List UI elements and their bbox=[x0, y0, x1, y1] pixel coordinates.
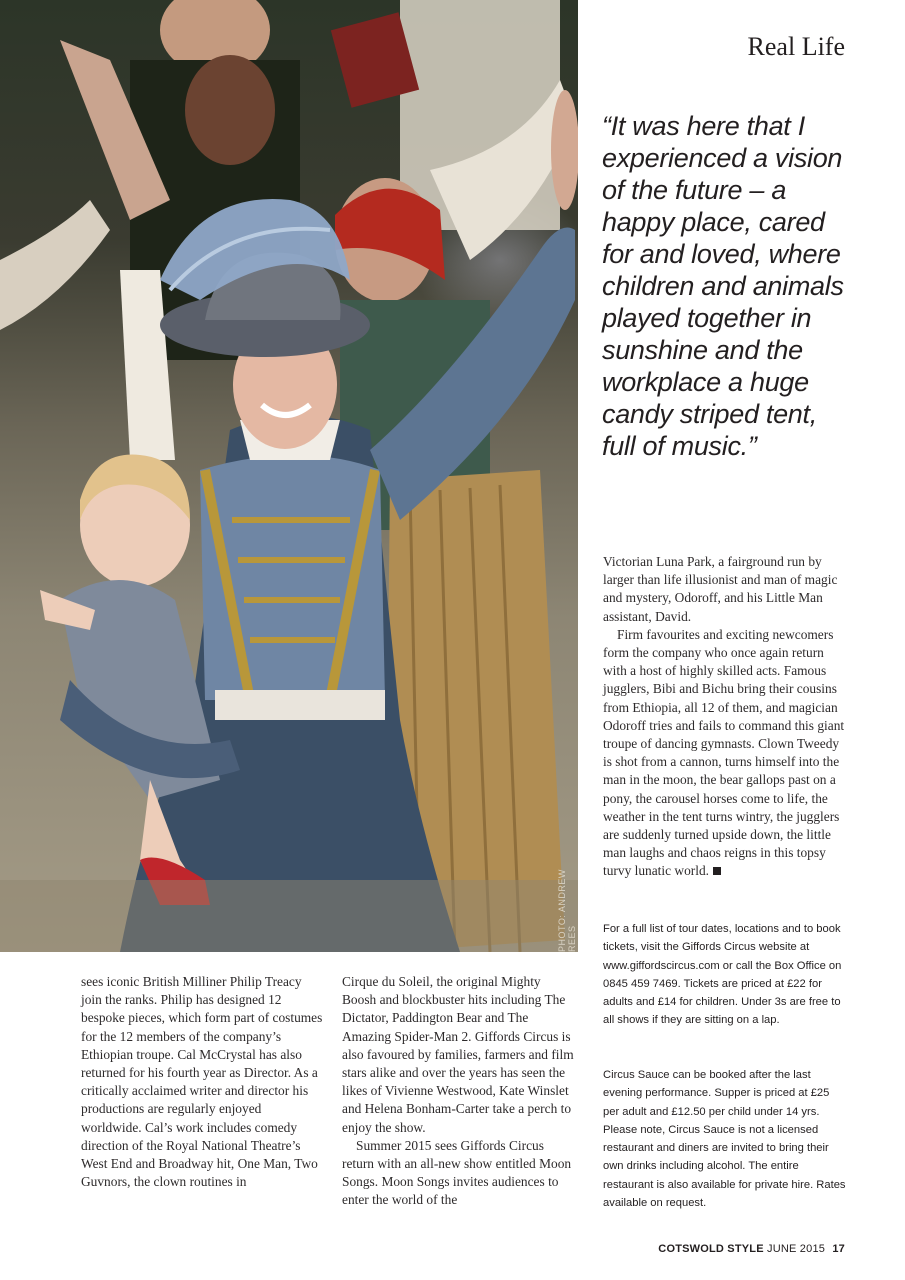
ticket-info: For a full list of tour dates, locations and to book tickets, visit the Giffords Circus website at www.giffordscircus.com or call the Box Office on 0845 459 7469. Tickets are priced at £22 for adults and £14 for children. Under 3s are free to all shows if they are sitting on a lap. bbox=[603, 923, 842, 1027]
right-column bbox=[603, 553, 846, 881]
column-b-paragraph-2: Summer 2015 sees Giffords Circus return with an all-new show entitled Moon Songs. Moon Songs invites audiences to enter the world of the bbox=[342, 1137, 572, 1208]
right-column-paragraph-2-text: Firm favourites and exciting newcomers form the company who once again return with a host of highly skilled acts. Famous jugglers, Bibi and Bichu bring their cousins from Ethiopia, all 12 of them, and magician Odoroff tries and fails to command this giant troupe of dancing gymnasts. Clown Tweedy is shot from a cannon, turns himself into the man in the moon, the bear gallops past on a pony, the carousel horses come to life, the weather in the tent turns wintry, the jugglers are suddenly turned upside down, the little man laughs and chaos reigns in this topsy turvy lunatic world. bbox=[603, 626, 845, 879]
column-b-paragraph-1: Cirque du Soleil, the original Mighty Boosh and blockbuster hits including The Dictator, Paddington Bear and The Amazing Spider-Man 2. Giffords Circus is also favoured by families, farmers and film stars alike and over the years has seen the likes of Vivienne Westwood, Kate Winslet and Helena Bonham-Carter take a perch to enjoy the show. bbox=[342, 974, 574, 1135]
right-column-paragraph-1: Victorian Luna Park, a fairground run by larger than life illusionist and man of magic and mystery, Odoroff, and his Little Man assistant, David. bbox=[603, 554, 838, 624]
pull-quote: “It was here that I experienced a vision of the future – a happy place, cared for and loved, where children and animals played together in sunshine and the workplace a huge candy striped tent, full of music.” bbox=[602, 111, 844, 461]
page-footer bbox=[658, 1243, 845, 1255]
page-number: 17 bbox=[832, 1243, 845, 1255]
feature-photo bbox=[0, 0, 578, 952]
column-b bbox=[342, 973, 578, 1210]
issue-date: JUNE 2015 bbox=[767, 1243, 826, 1255]
column-a bbox=[81, 973, 325, 1191]
column-a-paragraph-1: sees iconic British Milliner Philip Treacy join the ranks. Philip has designed 12 bespoke pieces, which form part of costumes for the 12 members of the company’s Ethiopian troupe. Cal McCrystal has also returned for his fourth year as Director. As a critically acclaimed writer and director his productions are regularly enjoyed worldwide. Cal’s work includes comedy direction of the Royal National Theatre’s West End and Broadway hit, One Man, Two Guvnors, the clown routines in bbox=[81, 974, 323, 1190]
circus-sauce-info: Circus Sauce can be booked after the last evening performance. Supper is priced at £25 per adult and £12.50 per child under 14 yrs. Please note, Circus Sauce is not a licensed restaurant and diners are invited to bring their own drinks including alcohol. The entire restaurant is also available for private hire. Rates available on request. bbox=[603, 1069, 846, 1210]
right-column-paragraph-2 bbox=[603, 626, 846, 881]
end-mark-icon bbox=[713, 867, 721, 875]
section-title: Real Life bbox=[747, 32, 845, 61]
magazine-name: COTSWOLD STYLE bbox=[658, 1243, 764, 1255]
photo-illustration bbox=[0, 0, 578, 952]
photo-credit: PHOTO: ANDREW REES bbox=[557, 869, 577, 952]
